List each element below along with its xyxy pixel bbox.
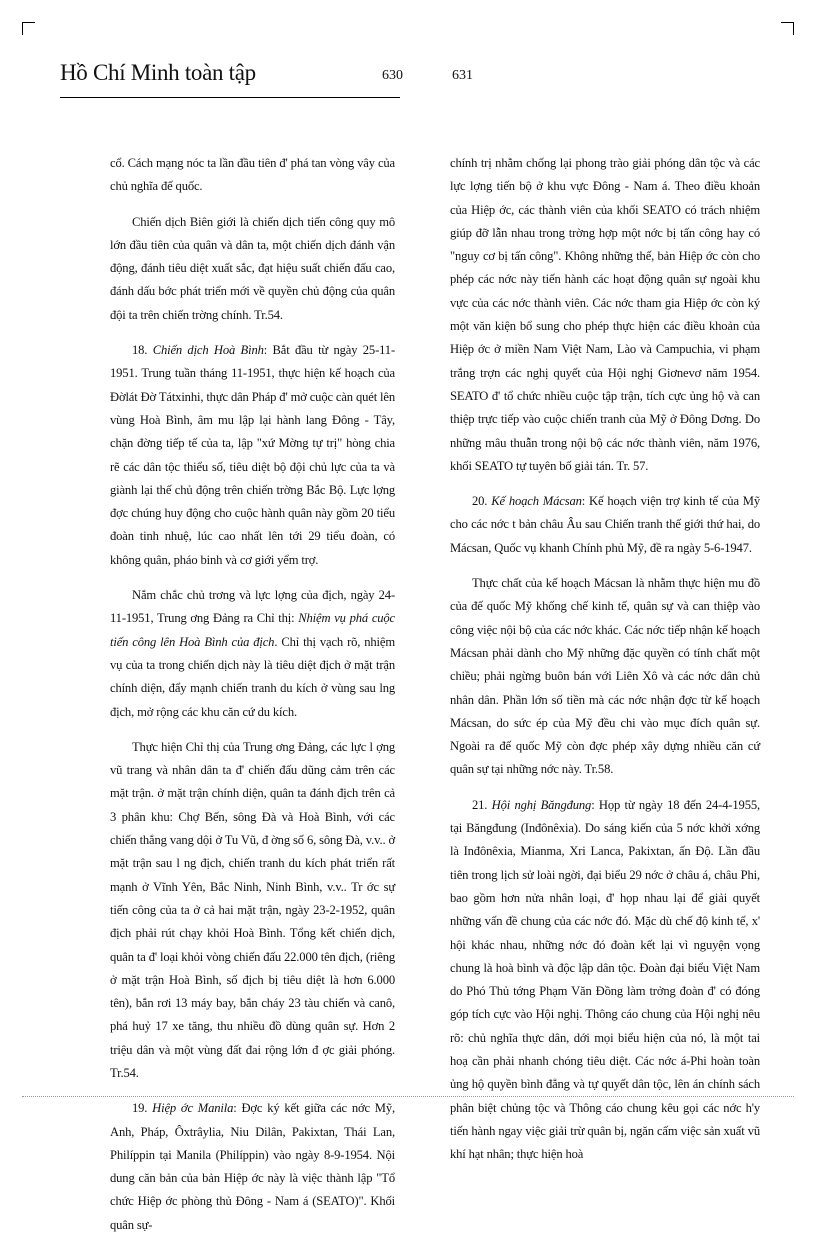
note-title: Hội nghị Băngđung — [491, 797, 592, 812]
paragraph: cổ. Cách mạng nóc ta lần đầu tiên đ' phá tan vòng vây của chủ nghĩa đế quốc. — [110, 156, 395, 194]
page-number-left: 630 — [382, 68, 403, 83]
endnote-20 — [450, 490, 760, 560]
crop-mark-top-left — [22, 22, 35, 35]
book-title: Hồ Chí Minh toàn tập — [60, 60, 256, 85]
running-header — [60, 58, 760, 98]
right-column — [450, 152, 760, 1178]
note-number: 20. — [472, 494, 492, 509]
note-number: 18. — [132, 343, 153, 358]
endnote-21 — [450, 794, 760, 1167]
crop-mark-top-right — [781, 22, 794, 35]
note-text: : Đợc ký kết giữa các nớc Mỹ, Anh, Pháp, Ôxtrâylia, Niu Dilân, Pakixtan, Thái Lan, Philíppin tại Manila (Philíppin) vào ngày 8-9-1954. Nội dung căn bản của bản Hiệp ớc này là việc thành lập "Tổ chức Hiệp ớc phòng thủ Đông - Nam á (SEATO)". Khối quân sự- — [110, 1101, 395, 1232]
paragraph: Thực chất của kế hoạch Mácsan là nhằm thực hiện mu đồ của đế quốc Mỹ khống chế kinh tế, quân sự và can thiệp vào công việc nội bộ của các nớc khác. Các nớc tiếp nhận kế hoạch Mácsan phải dành cho Mỹ những đặc quyền có tính chất một chiều; phải ngừng buôn bán với Liên Xô và các nớc dân chủ nhân dân. Phần lớn số tiền mà các nớc nhận đợc từ kế hoạch Mácsan, do sức ép của Mỹ đều chi vào mục đích quân sự. Ngoài ra đế quốc Mỹ còn đợc phép xây dựng nhiều căn cứ quân sự tại những nớc này. Tr.58. — [450, 576, 760, 777]
note-text: : Bắt đầu từ ngày 25-11-1951. Trung tuần tháng 11-1951, thực hiện kế hoạch của Đờlát Đờ Tátxinhi, thực dân Pháp đ' mở cuộc càn quét lên vùng Hoà Bình, âm mu lập lại hành lang Đông - Tây, chặn đờng tiếp tế của ta, lập "xứ Mờng tự trị" hòng chia rẽ các dân tộc thiểu số, tiêu diệt bộ đội chủ lực của ta và giành lại thế chủ động trên chiến trờng Bắc Bộ. Lực lợng đợc chúng huy động cho cuộc hành quân này gồm 20 tiểu đoàn tinh nhuệ, lúc cao nhất lên tới 29 tiểu đoàn, có không quân, pháo binh và cơ giới yểm trợ. — [110, 343, 395, 567]
paragraph: Chiến dịch Biên giới là chiến dịch tiến công quy mô lớn đầu tiên của quân và dân ta, một chiến dịch đánh vận động, đánh tiêu diệt xuất sắc, đạt hiệu suất chiến đấu cao, đánh dấu bớc phát triển mới về quyền chủ động của quân đội ta trên chiến trờng chính. Tr.54. — [110, 214, 395, 322]
note-number: 19. — [132, 1101, 153, 1116]
note-text: : Kế hoạch viện trợ kinh tế của Mỹ cho các nớc t bản châu Âu sau Chiến tranh thế giới thứ hai, do Mácsan, Quốc vụ khanh Chính phủ Mỹ, đề ra ngày 5-6-1947. — [450, 494, 761, 555]
endnote-19 — [110, 1097, 395, 1237]
paragraph: Nắm chắc chủ trơng và lực lợng của địch, ngày 24-11-1951, Trung ơng Đảng ra Chỉ thị: Nhiệm vụ phá cuộc tiến công lên Hoà Bình của địch. Chỉ thị vạch rõ, nhiệm vụ của ta trong chiến dịch này là tiêu diệt địch ở mặt trận chính diện, đẩy mạnh chiến tranh du kích ở vùng sau lng địch, mở rộng các khu căn cứ du kích. — [110, 588, 395, 719]
left-column — [110, 152, 395, 1249]
header-rule — [60, 97, 400, 98]
note-number: 21. — [472, 797, 492, 812]
paragraph: Thực hiện Chỉ thị của Trung ơng Đảng, các lực l ợng vũ trang và nhân dân ta đ' chiến đấu dũng cảm trên các mặt trận. ở mặt trận chính diện, quân ta đánh địch trên cả 3 phân khu: Chợ Bến, sông Đà và Hoà Bình, với các chiến thắng vang dội ở Tu Vũ, đ ờng số 6, sông Đà, v.v.. ở mặt trận sau l ng địch, chiến tranh du kích phát triển rất mạnh ở Vĩnh Yên, Bắc Ninh, Ninh Bình, v.v.. Tr ớc sự tiến công của ta ở cả hai mặt trận, ngày 23-2-1952, quân địch phải rút chạy khỏi Hoà Bình. Tổng kết chiến dịch, quân ta đ' loại khỏi vòng chiến đấu 22.000 tên địch, (riêng ở mặt trận Hoà Bình, số địch bị tiêu diệt là hơn 6.000 tên), bắn rơi 13 máy bay, bắn cháy 23 tàu chiến và canô, phá huỷ 17 xe tăng, thu nhiều đồ dùng quân sự. Hơn 2 triệu dân và một vùng đất đai rộng lớn đ ợc giải phóng. Tr.54. — [110, 739, 395, 1080]
endnote-18 — [110, 339, 395, 572]
paragraph: chính trị nhằm chống lại phong trào giải phóng dân tộc và các lực lợng tiến bộ ở khu vực Đông - Nam á. Theo điều khoản của Hiệp ớc, các thành viên của khối SEATO có trách nhiệm giúp đỡ lẫn nhau trong trờng hợp một nớc bị tấn công hay có "nguy cơ bị tấn công". Không những thế, bản Hiệp ớc còn cho phép các nớc này tiến hành các hoạt động quân sự ngoài khu vực của các nớc thành viên. Các nớc tham gia Hiệp ớc còn ký một văn kiện bổ sung cho phép thực hiện các điều khoản của Hiệp ớc ở miền Nam Việt Nam, Lào và Campuchia, vi phạm trắng trợn các nghị quyết của Hội nghị Giơnevơ năm 1954. SEATO đ' tổ chức nhiều cuộc tập trận, tích cực ủng hộ và can thiệp trực tiếp vào cuộc chiến tranh của Mỹ ở Đông Dơng. Do những mâu thuẫn trong nội bộ các nớc thành viên, năm 1976, khối SEATO tự tuyên bố giải tán. Tr. 57. — [450, 156, 760, 473]
bottom-border — [22, 1096, 794, 1097]
note-title: Chiến dịch Hoà Bình — [152, 343, 264, 358]
directive-title: Nhiệm vụ phá cuộc tiến công lên Hoà Bình của địch — [110, 611, 395, 649]
note-title: Hiệp ớc Manila — [152, 1101, 234, 1116]
page-number-right: 631 — [452, 68, 473, 83]
note-text: : Họp từ ngày 18 đến 24-4-1955, tại Băngđung (Inđônêxia). Do sáng kiến của 5 nớc khởi xớng là Inđônêxia, Mianma, Xri Lanca, Pakixtan, ấn Độ. Lần đầu tiên trong lịch sử loài ngời, đại biểu 29 nớc ở châu á, châu Phi, bao gồm hơn nửa nhân loại, đ' họp nhau lại để giải quyết những vấn đề chung của các nớc đó. Mặc dù chế độ kinh tế, x' hội khác nhau, những nớc đó đoàn kết lại vì nguyện vọng chung là hoà bình và độc lập dân tộc. Đoàn đại biểu Việt Nam do Phó Thủ tớng Phạm Văn Đồng làm trởng đoàn đ' có đóng góp tích cực vào Hội nghị. Thông cáo chung của Hội nghị nêu rõ: chủ nghĩa thực dân, dới mọi biểu hiện của nó, là một tai hoạ cần phải nhanh chóng tiêu diệt. Các nớc á-Phi hoàn toàn ủng hộ quyền bình đẳng và tự quyết dân tộc, lên án chính sách phân biệt chủng tộc và Thông cáo chung kêu gọi các nớc h'y tiến hành ngay việc giải trừ quân bị, ngăn cấm việc sản xuất vũ khí hạt nhân; thực hiện hoà — [450, 797, 760, 1162]
note-title: Kế hoạch Mácsan — [491, 494, 582, 509]
